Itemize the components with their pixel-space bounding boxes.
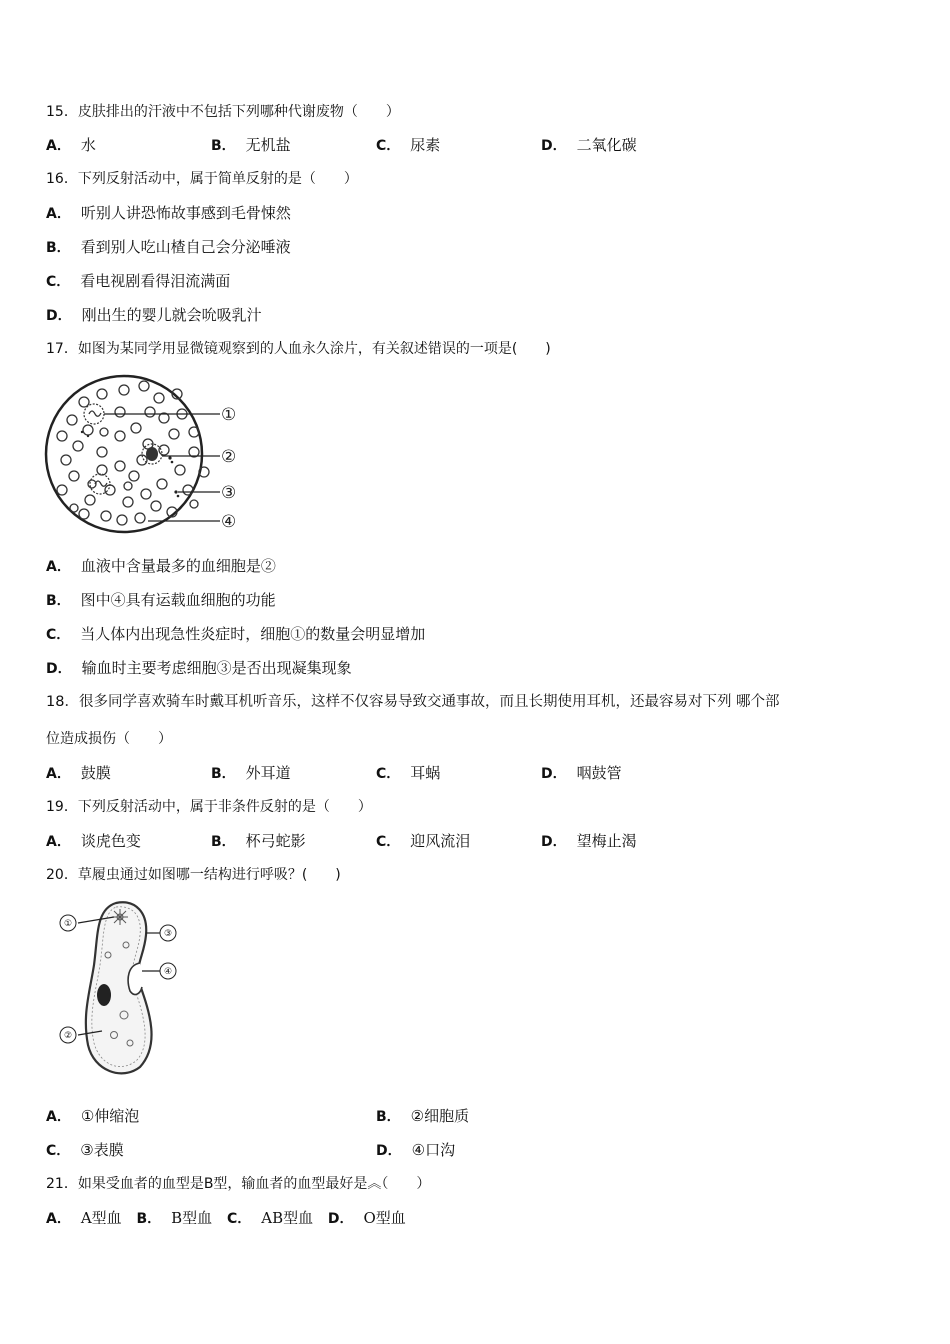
q21-option-d: D． O型血 <box>327 1209 406 1227</box>
question-20-stem: 20．草履虫通过如图哪一结构进行呼吸？( ) <box>46 867 341 883</box>
q15-option-d: D． 二氧化碳 <box>541 136 637 154</box>
contractile-vacuole <box>112 909 128 925</box>
q20-option-b: B． ②细胞质 <box>376 1107 470 1125</box>
q20-option-a: A． ①伸缩泡 <box>46 1107 140 1125</box>
question-21-stem: 21．如果受血者的血型是B型，输血者的血型最好是︽（ ） <box>46 1176 431 1192</box>
red-blood-cells <box>57 381 209 525</box>
question-17-stem: 17．如图为某同学用显微镜观察到的人血永久涂片，有关叙述错误的一项是( ) <box>46 341 551 357</box>
q20-option-d: D． ④口沟 <box>376 1141 456 1159</box>
label-1: ① <box>63 919 73 929</box>
q15-option-c: C． 尿素 <box>376 136 441 154</box>
question-16-stem: 16．下列反射活动中，属于简单反射的是（ ） <box>46 171 358 187</box>
macronucleus <box>97 984 111 1006</box>
q17-option-d: D． 输血时主要考虑细胞③是否出现凝集现象 <box>46 659 352 677</box>
q18-option-a: A． 鼓膜 <box>46 764 111 782</box>
q17-option-b: B． 图中④具有运载血细胞的功能 <box>46 591 276 609</box>
question-15-stem: 15．皮肤排出的汗液中不包括下列哪种代谢废物（ ） <box>46 104 400 120</box>
platelets <box>81 431 180 498</box>
question-18-stem-line2: 位造成损伤（ ） <box>46 731 172 747</box>
q17-option-c: C． 当人体内出现急性炎症时，细胞①的数量会明显增加 <box>46 625 426 643</box>
q21-option-c: C． AB型血 <box>226 1209 314 1227</box>
q19-option-c: C． 迎风流泪 <box>376 832 471 850</box>
q17-option-a: A． 血液中含量最多的血细胞是② <box>46 557 276 575</box>
label-4: ④ <box>221 512 237 532</box>
q21-option-b: B． B型血 <box>136 1209 213 1227</box>
label-2: ② <box>221 447 237 467</box>
question-18-stem-line1: 18．很多同学喜欢骑车时戴耳机听音乐，这样不仅容易导致交通事故，而且长期使用耳机，还最容易对下列 哪个部 <box>46 694 780 710</box>
q20-option-c: C． ③表膜 <box>46 1141 124 1159</box>
q18-option-b: B． 外耳道 <box>211 764 291 782</box>
q15-option-b: B． 无机盐 <box>211 136 291 154</box>
label-2: ② <box>63 1031 73 1041</box>
label-4: ④ <box>163 967 173 977</box>
blood-smear-figure <box>44 372 244 534</box>
q16-option-a: A． 听别人讲恐怖故事感到毛骨悚然 <box>46 204 291 222</box>
q16-option-d: D． 刚出生的婴儿就会吮吸乳汁 <box>46 306 262 324</box>
q21-options-row <box>46 1208 406 1229</box>
q19-option-d: D． 望梅止渴 <box>541 832 637 850</box>
paramecium-figure <box>56 895 186 1080</box>
q19-option-a: A． 谈虎色变 <box>46 832 141 850</box>
q16-option-b: B． 看到别人吃山楂自己会分泌唾液 <box>46 238 291 256</box>
question-19-stem: 19．下列反射活动中，属于非条件反射的是（ ） <box>46 799 372 815</box>
q21-option-a: A． A型血 <box>46 1209 122 1227</box>
q15-option-a: A． 水 <box>46 136 96 154</box>
q18-option-d: D． 咽鼓管 <box>541 764 622 782</box>
label-3: ③ <box>163 929 173 939</box>
label-1: ① <box>221 405 237 425</box>
q18-option-c: C． 耳蜗 <box>376 764 441 782</box>
q19-option-b: B． 杯弓蛇影 <box>211 832 306 850</box>
q16-option-c: C． 看电视剧看得泪流满面 <box>46 272 231 290</box>
figure-17-labels <box>221 405 236 532</box>
label-3: ③ <box>221 483 237 503</box>
